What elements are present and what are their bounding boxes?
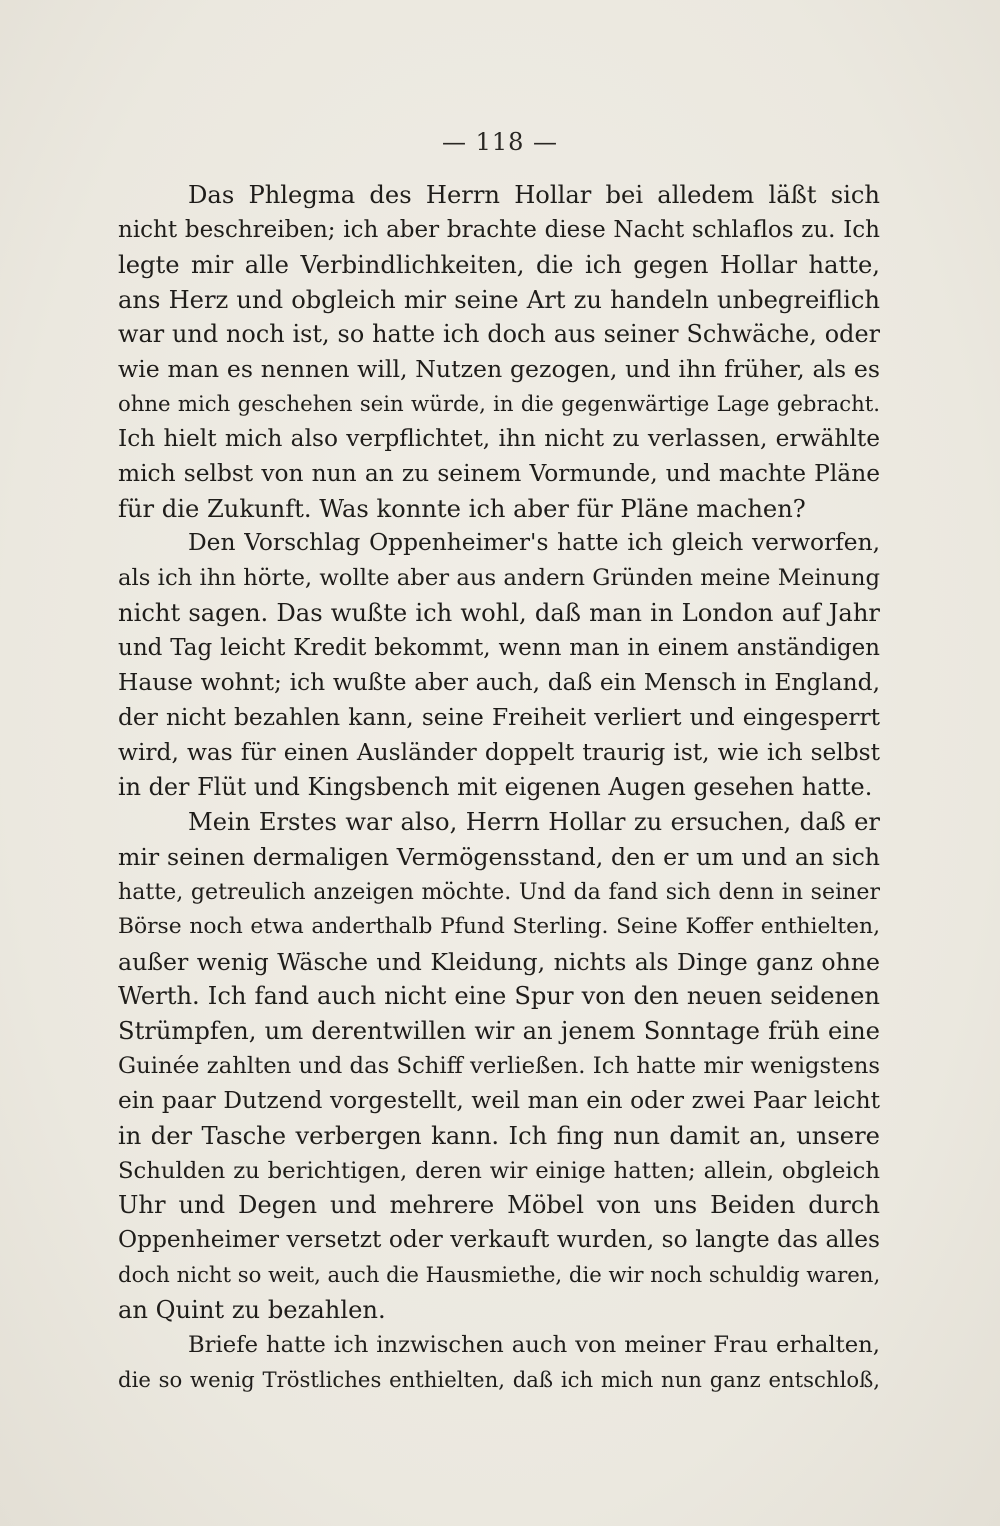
text-line: und Tag leicht Kredit bekommt, wenn man in einem anständigen	[118, 634, 880, 661]
text-line: nicht sagen. Das wußte ich wohl, daß man in London auf Jahr	[118, 599, 880, 628]
text-line: Oppenheimer versetzt oder verkauft wurden, so langte das alles	[118, 1226, 880, 1254]
text-line: Werth. Ich fand auch nicht eine Spur von den neuen seidenen	[118, 982, 880, 1011]
text-line: Strümpfen, um derentwillen wir an jenem Sonntage früh eine	[118, 1017, 880, 1046]
text-line: wie man es nennen will, Nutzen gezogen, und ihn früher, als es	[118, 355, 880, 384]
text-line: wird, was für einen Ausländer doppelt traurig ist, wie ich selbst	[118, 738, 880, 766]
text-line: mir seinen dermaligen Vermögensstand, den er um und an sich	[118, 843, 880, 872]
text-line: in der Tasche verbergen kann. Ich fing nun damit an, unsere	[118, 1121, 880, 1150]
text-line: ohne mich geschehen sein würde, in die gegenwärtige Lage gebracht.	[118, 391, 880, 417]
text-line: Das Phlegma des Herrn Hollar bei alledem läßt sich	[188, 181, 880, 209]
text-line: Schulden zu berichtigen, deren wir einige hatten; allein, obgleich	[118, 1157, 880, 1184]
text-line: außer wenig Wäsche und Kleidung, nichts als Dinge ganz ohne	[118, 947, 880, 976]
text-line: Ich hielt mich also verpflichtet, ihn nicht zu verlassen, erwählte	[118, 424, 880, 452]
text-line: legte mir alle Verbindlichkeiten, die ich gegen Hollar hatte,	[118, 250, 880, 279]
page-number: — 118 —	[441, 128, 559, 156]
text-line: an Quint zu bezahlen.	[118, 1296, 386, 1324]
text-line: Guinée zahlten und das Schiff verließen. Ich hatte mir wenigstens	[118, 1053, 880, 1080]
text-line: Den Vorschlag Oppenheimer's hatte ich gleich verworfen,	[188, 529, 880, 557]
text-line: war und noch ist, so hatte ich doch aus seiner Schwäche, oder	[118, 320, 880, 349]
text-line: mich selbst von nun an zu seinem Vormunde, und machte Pläne	[118, 459, 880, 487]
text-line: der nicht bezahlen kann, seine Freiheit verliert und eingesperrt	[118, 703, 880, 731]
text-line: Mein Erstes war also, Herrn Hollar zu ersuchen, daß er	[188, 808, 880, 837]
text-line: ein paar Dutzend vorgestellt, weil man ein oder zwei Paar leicht	[118, 1086, 880, 1114]
text-line: hatte, getreulich anzeigen möchte. Und da fand sich denn in seiner	[118, 878, 880, 905]
text-line: Briefe hatte ich inzwischen auch von meiner Frau erhalten,	[188, 1331, 880, 1358]
text-line: Börse noch etwa anderthalb Pfund Sterling. Seine Koffer enthielten,	[118, 913, 880, 939]
text-line: in der Flüt und Kingsbench mit eigenen Augen gesehen hatte.	[118, 773, 873, 802]
text-line: die so wenig Tröstliches enthielten, daß ich mich nun ganz entschloß,	[118, 1366, 880, 1392]
text-line: für die Zukunft. Was konnte ich aber für Pläne machen?	[118, 494, 806, 523]
text-line: Uhr und Degen und mehrere Möbel von uns Beiden durch	[118, 1191, 880, 1220]
text-line: Hause wohnt; ich wußte aber auch, daß ein Mensch in England,	[118, 668, 880, 696]
text-line: als ich ihn hörte, wollte aber aus andern Gründen meine Meinung	[118, 565, 880, 592]
body-text	[118, 178, 880, 1398]
text-line: ans Herz und obgleich mir seine Art zu handeln unbegreiflich	[118, 285, 880, 314]
text-line: nicht beschreiben; ich aber brachte diese Nacht schlaflos zu. Ich	[118, 216, 880, 243]
text-line: doch nicht so weit, auch die Hausmiethe, die wir noch schuldig waren,	[118, 1262, 880, 1288]
